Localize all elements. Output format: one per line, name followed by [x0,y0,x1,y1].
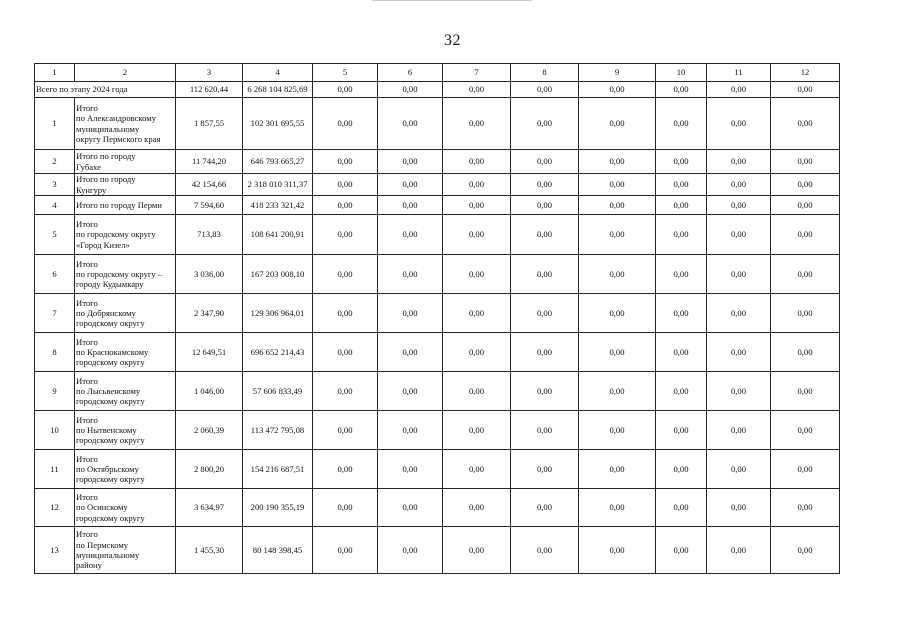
total-cell: 6 268 104 825,69 [243,82,313,98]
row-cell: 0,00 [771,333,840,372]
column-header: 8 [511,64,579,82]
row-cell: 0,00 [707,196,771,215]
row-cell: 418 233 321,42 [243,196,313,215]
row-name: Итого по городу Губахе [75,150,176,174]
row-number: 5 [35,215,75,255]
row-cell: 1 046,00 [176,372,243,411]
column-header: 2 [75,64,176,82]
column-header: 6 [378,64,443,82]
row-number: 1 [35,98,75,150]
row-cell: 0,00 [656,215,707,255]
table-row [35,527,840,574]
row-cell: 0,00 [579,98,656,150]
column-header: 3 [176,64,243,82]
total-cell: 0,00 [378,82,443,98]
column-header: 4 [243,64,313,82]
table-row [35,411,840,450]
row-cell: 0,00 [511,196,579,215]
row-cell: 3 634,97 [176,489,243,527]
row-cell: 0,00 [656,489,707,527]
column-header: 7 [443,64,511,82]
row-cell: 0,00 [313,489,378,527]
row-cell: 0,00 [579,215,656,255]
row-cell: 80 148 398,45 [243,527,313,574]
row-cell: 0,00 [378,333,443,372]
row-cell: 0,00 [656,450,707,489]
row-cell: 0,00 [656,196,707,215]
page-number: 32 [444,32,461,49]
row-cell: 0,00 [656,411,707,450]
row-cell: 0,00 [771,215,840,255]
row-cell: 0,00 [443,372,511,411]
row-number: 8 [35,333,75,372]
row-cell: 0,00 [707,98,771,150]
row-cell: 167 203 008,10 [243,255,313,294]
row-cell: 0,00 [656,333,707,372]
row-cell: 0,00 [313,294,378,333]
row-name: Итого по Лысьвенскому городскому округу [75,372,176,411]
row-cell: 0,00 [579,489,656,527]
row-cell: 108 641 200,91 [243,215,313,255]
table-row [35,333,840,372]
total-cell: 0,00 [707,82,771,98]
table-row [35,98,840,150]
row-cell: 0,00 [378,150,443,174]
row-cell: 0,00 [707,372,771,411]
row-cell: 0,00 [579,255,656,294]
row-cell: 0,00 [511,489,579,527]
table-row [35,450,840,489]
row-cell: 1 455,30 [176,527,243,574]
row-name: Итого по Нытвенскому городскому округу [75,411,176,450]
row-number: 10 [35,411,75,450]
row-cell: 2 060,39 [176,411,243,450]
row-cell: 0,00 [771,294,840,333]
column-header: 11 [707,64,771,82]
row-cell: 0,00 [313,150,378,174]
row-name: Итого по Октябрьскому городскому округу [75,450,176,489]
row-cell: 696 652 214,43 [243,333,313,372]
row-cell: 0,00 [511,255,579,294]
table-row [35,174,840,196]
row-cell: 0,00 [579,294,656,333]
row-cell: 0,00 [443,150,511,174]
row-cell: 113 472 795,08 [243,411,313,450]
row-name: Итого по городскому округу «Город Кизел» [75,215,176,255]
row-cell: 0,00 [656,294,707,333]
row-number: 3 [35,174,75,196]
row-number: 13 [35,527,75,574]
row-cell: 2 347,90 [176,294,243,333]
row-cell: 3 036,00 [176,255,243,294]
total-cell: 0,00 [443,82,511,98]
row-cell: 0,00 [378,527,443,574]
row-cell: 0,00 [443,527,511,574]
row-cell: 57 606 833,49 [243,372,313,411]
row-cell: 0,00 [656,98,707,150]
total-row-label: Всего по этапу 2024 года [35,82,176,98]
total-cell: 0,00 [313,82,378,98]
row-cell: 0,00 [771,98,840,150]
row-cell: 0,00 [511,294,579,333]
total-cell: 0,00 [511,82,579,98]
row-cell: 0,00 [579,196,656,215]
row-cell: 7 594,60 [176,196,243,215]
row-cell: 0,00 [313,372,378,411]
row-cell: 0,00 [579,174,656,196]
row-cell: 11 744,20 [176,150,243,174]
row-name: Итого по Осинскому городскому округу [75,489,176,527]
row-cell: 0,00 [707,411,771,450]
row-cell: 0,00 [656,174,707,196]
column-header: 9 [579,64,656,82]
table-row [35,196,840,215]
row-cell: 0,00 [443,255,511,294]
table-row [35,255,840,294]
row-number: 2 [35,150,75,174]
table-row [35,489,840,527]
row-cell: 0,00 [656,372,707,411]
row-cell: 0,00 [707,150,771,174]
row-cell: 0,00 [313,411,378,450]
row-cell: 646 793 665,27 [243,150,313,174]
row-cell: 0,00 [707,294,771,333]
row-number: 6 [35,255,75,294]
row-number: 12 [35,489,75,527]
column-header: 10 [656,64,707,82]
row-cell: 0,00 [656,527,707,574]
row-cell: 0,00 [378,372,443,411]
row-cell: 1 857,55 [176,98,243,150]
row-cell: 0,00 [443,294,511,333]
row-cell: 0,00 [656,255,707,294]
row-cell: 0,00 [313,215,378,255]
row-cell: 0,00 [313,450,378,489]
row-cell: 0,00 [313,333,378,372]
row-cell: 0,00 [707,489,771,527]
table-body [35,64,840,574]
total-row [35,82,840,98]
row-cell: 0,00 [443,196,511,215]
row-name: Итого по Краснокамскому городскому округу [75,333,176,372]
row-cell: 0,00 [771,174,840,196]
row-cell: 0,00 [378,196,443,215]
row-cell: 0,00 [771,196,840,215]
row-cell: 0,00 [579,372,656,411]
row-cell: 0,00 [707,174,771,196]
row-name: Итого по городу Кунгуру [75,174,176,196]
scan-edge-line [372,0,532,1]
row-cell: 0,00 [443,98,511,150]
row-cell: 0,00 [443,411,511,450]
row-cell: 0,00 [707,527,771,574]
row-cell: 0,00 [378,255,443,294]
row-cell: 0,00 [771,372,840,411]
row-cell: 0,00 [771,527,840,574]
row-cell: 42 154,66 [176,174,243,196]
row-cell: 0,00 [443,174,511,196]
row-cell: 2 800,20 [176,450,243,489]
table-row [35,150,840,174]
column-number-row [35,64,840,82]
row-cell: 0,00 [313,174,378,196]
row-cell: 0,00 [511,372,579,411]
row-cell: 102 301 695,55 [243,98,313,150]
row-cell: 713,83 [176,215,243,255]
table-row [35,372,840,411]
row-cell: 0,00 [511,174,579,196]
row-cell: 0,00 [378,174,443,196]
column-header: 5 [313,64,378,82]
row-cell: 0,00 [707,450,771,489]
row-cell: 0,00 [511,333,579,372]
row-cell: 0,00 [378,489,443,527]
row-cell: 0,00 [511,527,579,574]
row-cell: 0,00 [511,450,579,489]
row-cell: 0,00 [378,411,443,450]
row-cell: 0,00 [313,98,378,150]
row-number: 7 [35,294,75,333]
row-cell: 0,00 [707,215,771,255]
row-number: 9 [35,372,75,411]
row-number: 11 [35,450,75,489]
row-cell: 0,00 [511,411,579,450]
row-cell: 0,00 [707,333,771,372]
row-cell: 0,00 [656,150,707,174]
row-cell: 0,00 [579,527,656,574]
row-cell: 0,00 [378,294,443,333]
row-cell: 0,00 [771,255,840,294]
row-cell: 0,00 [579,411,656,450]
row-cell: 0,00 [771,411,840,450]
row-cell: 0,00 [313,527,378,574]
row-name: Итого по Александровскому муниципальному округу Пермского края [75,98,176,150]
row-cell: 0,00 [378,98,443,150]
row-cell: 0,00 [313,255,378,294]
row-cell: 0,00 [771,489,840,527]
row-cell: 200 190 355,19 [243,489,313,527]
table-row [35,294,840,333]
row-cell: 0,00 [443,333,511,372]
row-name: Итого по Пермскому муниципальному району [75,527,176,574]
total-cell: 112 620,44 [176,82,243,98]
row-cell: 0,00 [443,489,511,527]
row-number: 4 [35,196,75,215]
column-header: 1 [35,64,75,82]
row-name: Итого по городскому округу – городу Кудымкару [75,255,176,294]
row-cell: 0,00 [378,215,443,255]
row-cell: 0,00 [443,215,511,255]
row-cell: 0,00 [707,255,771,294]
row-cell: 0,00 [579,450,656,489]
total-cell: 0,00 [771,82,840,98]
row-cell: 154 216 687,51 [243,450,313,489]
row-cell: 0,00 [511,98,579,150]
row-name: Итого по городу Перми [75,196,176,215]
row-cell: 2 318 010 311,37 [243,174,313,196]
row-cell: 0,00 [771,150,840,174]
row-cell: 0,00 [443,450,511,489]
row-cell: 0,00 [579,333,656,372]
total-cell: 0,00 [579,82,656,98]
row-name: Итого по Добрянскому городскому округу [75,294,176,333]
row-cell: 12 649,51 [176,333,243,372]
column-header: 12 [771,64,840,82]
row-cell: 129 306 964,01 [243,294,313,333]
data-table [34,63,840,574]
row-cell: 0,00 [771,450,840,489]
row-cell: 0,00 [511,150,579,174]
total-cell: 0,00 [656,82,707,98]
row-cell: 0,00 [313,196,378,215]
row-cell: 0,00 [579,150,656,174]
table-row [35,215,840,255]
row-cell: 0,00 [511,215,579,255]
row-cell: 0,00 [378,450,443,489]
